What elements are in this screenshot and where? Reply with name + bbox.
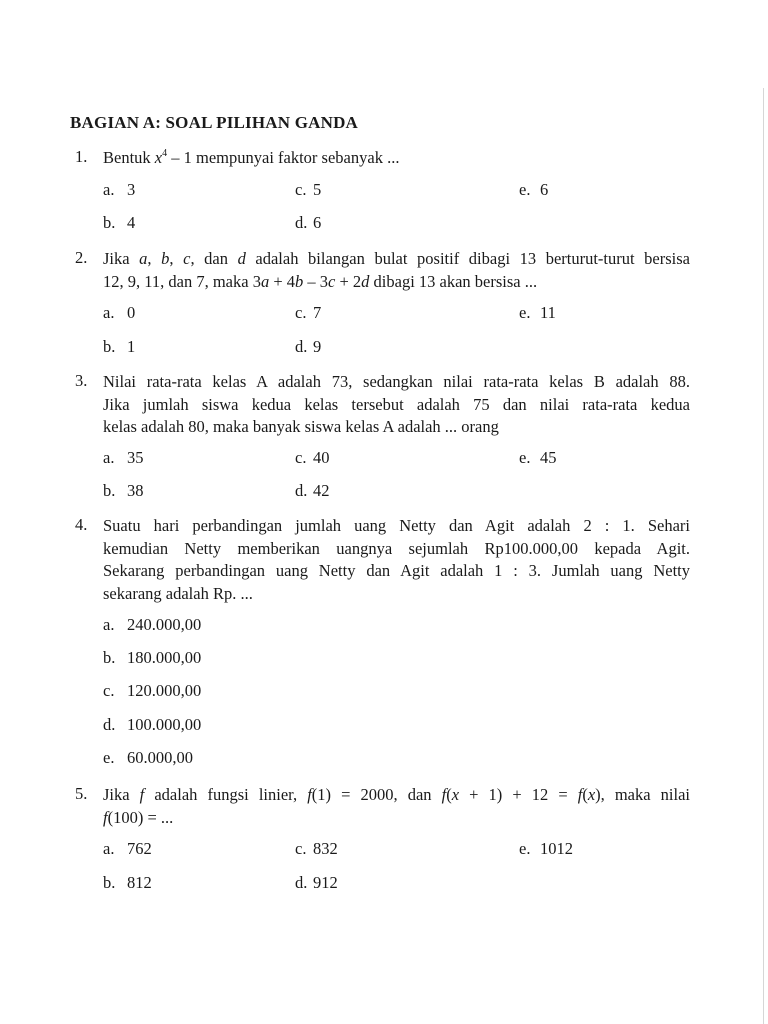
option-text: 120.000,00 [127, 681, 202, 700]
option-letter: b. [103, 873, 116, 892]
option-text: 1 [127, 337, 136, 356]
option-text: 812 [127, 873, 152, 892]
stem-text: , [169, 249, 184, 268]
stem-variable: x [154, 148, 163, 167]
stem-line-2: kemudian Netty memberikan uangnya sejumlah Rp100.000,00 kepada Agit. [103, 538, 690, 558]
option-letter: a. [103, 448, 115, 467]
option-a[interactable] [103, 615, 201, 635]
option-text: 35 [127, 448, 144, 467]
option-letter: c. [295, 303, 307, 322]
question-stem [103, 147, 690, 170]
option-letter: e. [519, 303, 531, 322]
option-d[interactable] [295, 481, 330, 501]
option-d[interactable] [295, 213, 321, 233]
stem-variable: f [307, 785, 312, 804]
option-letter: a. [103, 839, 115, 858]
page-edge-divider [763, 88, 764, 1024]
stem-variable: f [577, 785, 583, 804]
option-e[interactable] [519, 448, 557, 468]
option-text: 11 [540, 303, 556, 322]
question-stem [103, 784, 690, 829]
option-text: 6 [313, 213, 322, 232]
option-d[interactable] [295, 337, 321, 357]
question-stem [103, 371, 690, 439]
stem-text: Jika [103, 249, 140, 268]
option-b[interactable] [103, 873, 152, 893]
stem-variable: x [451, 785, 460, 804]
stem-variable: f [103, 807, 108, 827]
option-text: 240.000,00 [127, 615, 202, 634]
option-letter: e. [103, 748, 115, 767]
option-text: 7 [313, 303, 322, 322]
option-b[interactable] [103, 337, 135, 357]
option-text: 5 [313, 180, 322, 199]
stem-variable: d [237, 249, 246, 268]
stem-exponent: 4 [162, 148, 168, 159]
option-letter: d. [295, 337, 308, 356]
stem-text: (1) = 2000, dan [311, 785, 442, 804]
option-text: 4 [127, 213, 136, 232]
stem-variable: f [441, 785, 447, 804]
option-e[interactable] [103, 748, 193, 768]
stem-text: ( [582, 785, 588, 804]
option-text: 42 [313, 481, 330, 500]
option-e[interactable] [519, 303, 556, 323]
option-letter: d. [103, 715, 116, 734]
option-letter: c. [295, 180, 307, 199]
stem-text: (100) = ... [107, 807, 174, 827]
stem-text: dibagi 13 akan bersisa ... [369, 271, 538, 291]
stem-text: + 1) + 12 = [459, 785, 578, 804]
stem-text: Bentuk [103, 148, 155, 167]
stem-variable: c [183, 249, 191, 268]
stem-text: Jika [103, 785, 140, 804]
option-c[interactable] [295, 448, 330, 468]
stem-line-2 [103, 271, 690, 294]
option-a[interactable] [103, 180, 135, 200]
option-letter: b. [103, 337, 116, 356]
option-letter: b. [103, 481, 116, 500]
question-number: 5. [75, 784, 88, 803]
question-number: 4. [75, 515, 88, 534]
option-c[interactable] [295, 839, 338, 859]
option-letter: e. [519, 180, 531, 199]
option-text: 0 [127, 303, 136, 322]
option-letter: c. [295, 448, 307, 467]
stem-line-4: sekarang adalah Rp. ... [103, 583, 253, 603]
option-letter: d. [295, 873, 308, 892]
option-b[interactable] [103, 481, 144, 501]
option-text: 832 [313, 839, 338, 858]
stem-variable: f [139, 785, 145, 804]
stem-line-1: Nilai rata-rata kelas A adalah 73, sedangkan nilai rata-rata kelas B adalah 88. [103, 372, 690, 391]
option-text: 6 [540, 180, 549, 199]
stem-variable: x [587, 785, 596, 804]
stem-text: – 3 [303, 271, 329, 291]
option-text: 912 [313, 873, 338, 892]
option-c[interactable] [295, 180, 321, 200]
option-text: 38 [127, 481, 144, 500]
option-text: 9 [313, 337, 322, 356]
section-title: BAGIAN A: SOAL PILIHAN GANDA [70, 113, 359, 132]
option-letter: e. [519, 448, 531, 467]
stem-text: – 1 mempunyai faktor sebanyak ... [167, 148, 400, 167]
option-text: 3 [127, 180, 136, 199]
option-d[interactable] [295, 873, 338, 893]
stem-variable: b [295, 271, 304, 291]
question-stem [103, 248, 690, 293]
option-b[interactable] [103, 213, 135, 233]
option-text: 60.000,00 [127, 748, 193, 767]
question-stem [103, 515, 690, 605]
option-text: 100.000,00 [127, 715, 202, 734]
stem-variable: b [161, 249, 170, 268]
stem-line-2 [103, 807, 690, 830]
option-letter: e. [519, 839, 531, 858]
option-text: 762 [127, 839, 152, 858]
option-text: 1012 [540, 839, 573, 858]
stem-variable: a [260, 271, 270, 291]
stem-text: + 4 [269, 271, 296, 291]
option-c[interactable] [295, 303, 321, 323]
question-number: 1. [75, 147, 88, 166]
option-letter: a. [103, 615, 115, 634]
stem-line-3: kelas adalah 80, maka banyak siswa kelas A adalah ... orang [103, 417, 499, 436]
option-e[interactable] [519, 180, 548, 200]
option-letter: b. [103, 213, 116, 232]
option-a[interactable] [103, 303, 135, 323]
option-letter: c. [103, 681, 115, 700]
stem-variable: a [139, 249, 148, 268]
option-b[interactable] [103, 648, 201, 668]
question-number: 3. [75, 371, 88, 390]
option-letter: c. [295, 839, 307, 858]
stem-line-1: Suatu hari perbandingan jumlah uang Netty dan Agit adalah 2 : 1. Sehari [103, 516, 690, 535]
option-letter: b. [103, 648, 116, 667]
stem-text: 12, 9, 11, dan 7, maka 3 [103, 271, 261, 291]
question-number: 2. [75, 248, 88, 267]
stem-text: adalah fungsi linier, [144, 785, 308, 804]
stem-line-1 [103, 248, 690, 271]
option-letter: a. [103, 180, 115, 199]
stem-text: ( [446, 785, 452, 804]
stem-variable: d [361, 271, 370, 291]
option-text: 180.000,00 [127, 648, 202, 667]
option-letter: d. [295, 481, 308, 500]
option-text: 40 [313, 448, 330, 467]
stem-line-2: Jika jumlah siswa kedua kelas tersebut adalah 75 dan nilai rata-rata kedua [103, 394, 690, 414]
option-a[interactable] [103, 448, 144, 468]
stem-line-3: Sekarang perbandingan uang Netty dan Agit adalah 1 : 3. Jumlah uang Netty [103, 561, 690, 580]
stem-text: , dan [190, 249, 238, 268]
option-text: 45 [540, 448, 557, 467]
stem-variable: c [328, 271, 336, 291]
option-c[interactable] [103, 681, 201, 701]
option-d[interactable] [103, 715, 201, 735]
option-e[interactable] [519, 839, 573, 859]
option-a[interactable] [103, 839, 152, 859]
stem-text: , [147, 249, 162, 268]
stem-line-1 [103, 784, 690, 807]
stem-text: + 2 [335, 271, 362, 291]
option-letter: a. [103, 303, 115, 322]
stem-text: ), maka nilai [595, 785, 690, 804]
stem-text: adalah bilangan bulat positif dibagi 13 berturut-turut bersisa [245, 249, 690, 268]
option-letter: d. [295, 213, 308, 232]
